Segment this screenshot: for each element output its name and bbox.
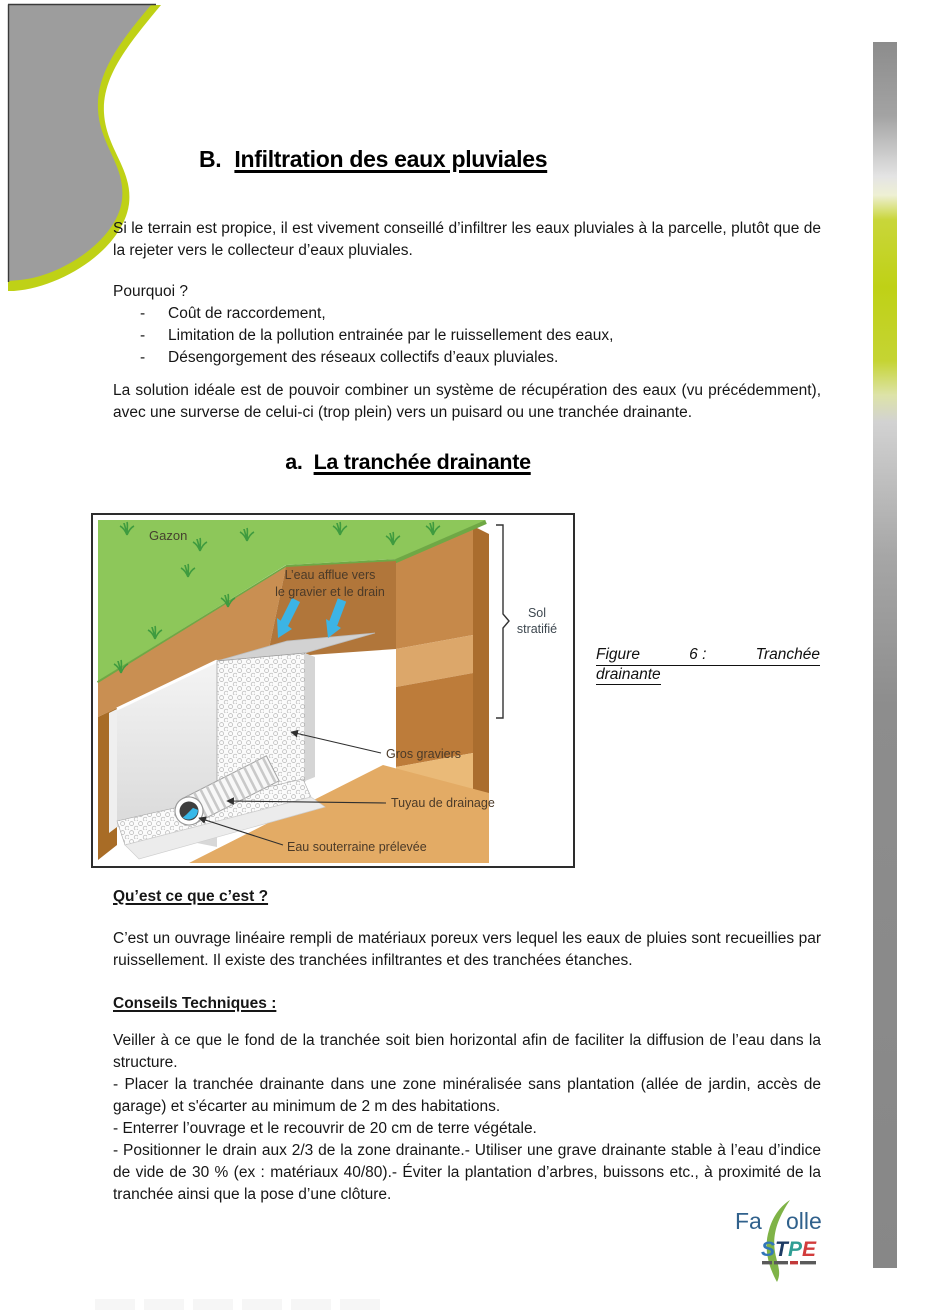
svg-text:E: E [802,1238,817,1261]
logo-tagline [762,1261,816,1264]
label-gros-graviers: Gros graviers [386,747,462,761]
section-a-title: La tranchée drainante [313,450,531,474]
footer-faint-marks [95,1299,380,1310]
label-gazon: Gazon [149,528,188,543]
figure-caption: Figure 6 : Tranchée drainante [596,646,820,683]
list-item: - Coût de raccordement, [140,305,326,322]
fayolle-stpe-logo [724,1198,844,1286]
advice-paragraph: Veiller à ce que le fond de la tranchée soit bien horizontal afin de faciliter la diffusion de l’eau dans la structure. - Placer la tranchée drainante dans une zone minéralisée sans plantation (allée de jardin, accès de garage) et s'écarter au minimum de 2 m des habitations. - Enterrer l’ouvrage et le recouvrir de 20 cm de terre végétale. - Positionner le drain aux 2/3 de la zone drainante.- Utiliser une grave drainante stable à l’eau d’indice de vide de 30 % (ex : matériaux 40/80).- Éviter la plantation d’arbres, buissons etc., à proximité de la tranchée ainsi que la pose d’une clôture. [113,1032,821,1203]
solution-paragraph: La solution idéale est de pouvoir combiner un système de récupération des eaux (vu précédemment), avec une surverse de celui-ci (trop plein) vers un puisard ou une tranchée drainante. [113,382,821,421]
svg-text:S: S [761,1238,776,1261]
advice-heading: Conseils Techniques : [113,995,277,1012]
what-paragraph: C’est un ouvrage linéaire rempli de matériaux poreux vers lequel les eaux de pluies sont recueillies par ruissellement. Il existe des tranchées infiltrantes et des tranchées étanches. [113,930,821,969]
page-side-accent-bar [873,42,897,1268]
logo-brand-fa: Fa [735,1208,762,1234]
label-tuyau: Tuyau de drainage [391,796,495,810]
label-eau-souterraine: Eau souterraine prélevée [287,840,427,854]
logo-brand-olle: olle [786,1208,822,1234]
label-eau-afflue-1: L’eau afflue vers [284,568,376,582]
what-heading: Qu’est ce que c’est ? [113,888,269,905]
label-sol-2: stratifié [516,622,558,636]
trench-illustration [93,515,573,866]
why-label: Pourquoi ? [113,283,188,300]
section-b-heading [199,146,547,173]
list-item: - Désengorgement des réseaux collectifs d’eaux pluviales. [140,349,559,366]
intro-paragraph: Si le terrain est propice, il est vivement conseillé d’infiltrer les eaux pluviales à la parcelle, plutôt que de la rejeter vers le collecteur d’eaux pluviales. [113,220,821,259]
label-eau-afflue-2: le gravier et le drain [275,585,385,599]
strata-bracket [496,525,509,718]
section-b-title: Infiltration des eaux pluviales [234,146,548,172]
logo-sub-stpe [761,1238,817,1261]
label-sol-1: Sol [527,606,547,620]
section-b-number: B. [199,146,222,172]
svg-text:P: P [788,1238,803,1261]
why-list [113,303,821,369]
section-a-number: a. [285,450,303,474]
list-item: - Limitation de la pollution entrainée par le ruissellement des eaux, [140,327,614,344]
svg-text:T: T [775,1238,788,1261]
figure-trench-diagram [91,513,575,868]
section-a-heading [113,450,703,475]
